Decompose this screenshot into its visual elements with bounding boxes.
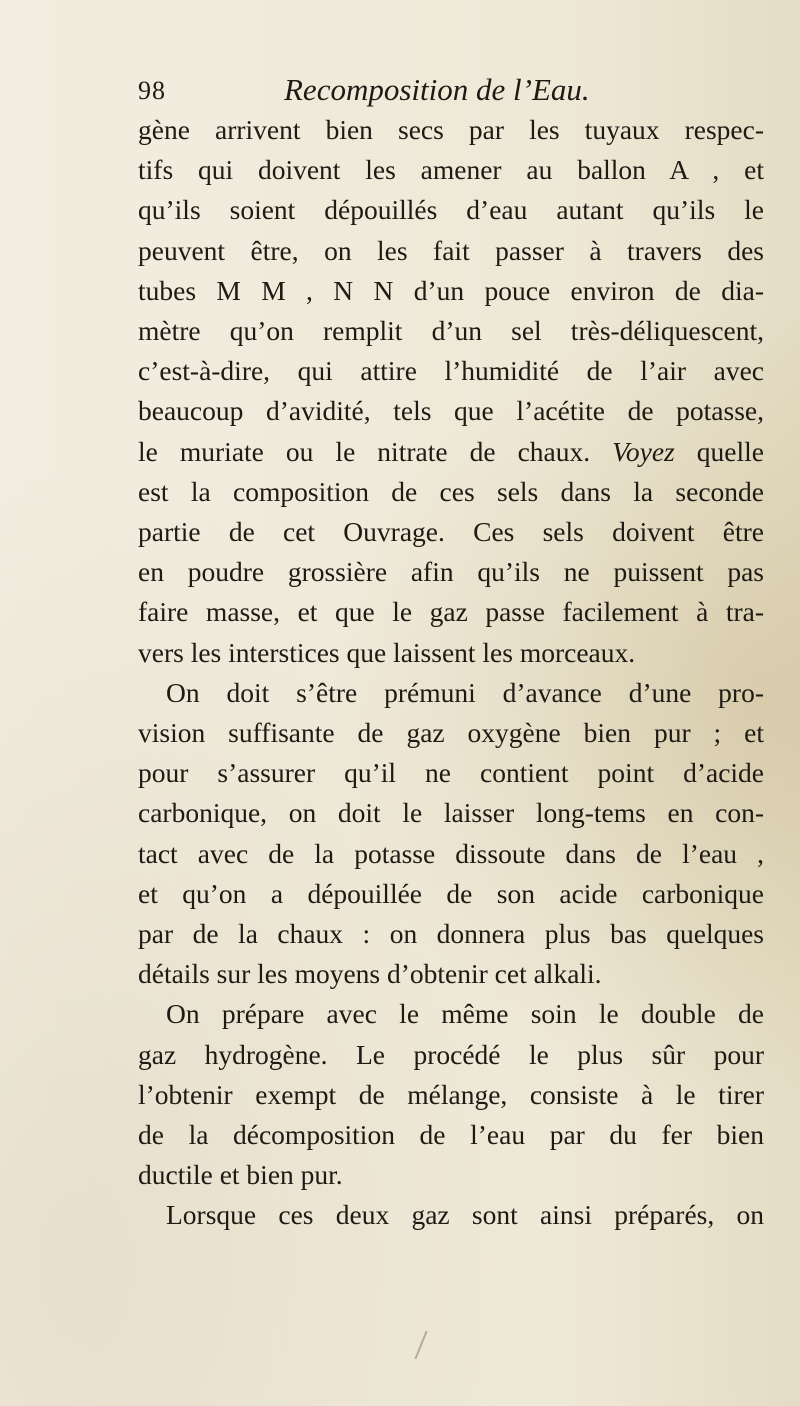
page-number: 98 xyxy=(138,76,166,105)
text-line: en poudre grossière afin qu’ils ne puissent pas xyxy=(138,556,764,588)
text-line: et qu’on a dépouillée de son acide carbonique xyxy=(138,877,764,909)
text-line: vers les interstices que laissent les morceaux. xyxy=(138,636,636,668)
text-line: faire masse, et que le gaz passe facilement à tra- xyxy=(138,596,764,628)
text-line: gaz hydrogène. Le procédé le plus sûr pour xyxy=(138,1038,764,1070)
text-line: vision suffisante de gaz oxygène bien pur ; et xyxy=(138,717,764,749)
italic-reference: Voyez xyxy=(612,435,675,467)
text-line: Lorsque ces deux gaz sont ainsi préparés, on xyxy=(166,1199,764,1231)
text-line: beaucoup d’avidité, tels que l’acétite de potasse, xyxy=(138,395,764,427)
text-line: de la décomposition de l’eau par du fer bien xyxy=(138,1119,764,1151)
text-line: gène arrivent bien secs par les tuyaux respec- xyxy=(138,114,764,145)
text-line: carbonique, on doit le laisser long-tems en con- xyxy=(138,797,764,829)
text-line: mètre qu’on remplit d’un sel très-déliquescent, xyxy=(138,315,764,347)
text-line: est la composition de ces sels dans la seconde xyxy=(138,475,764,507)
text-line: partie de cet Ouvrage. Ces sels doivent être xyxy=(138,516,764,548)
text-line: c’est-à-dire, qui attire l’humidité de l’air avec xyxy=(138,355,764,387)
text-line: tubes M M , N N d’un pouce environ de dia- xyxy=(138,274,764,306)
text-line: tact avec de la potasse dissoute dans de l’eau , xyxy=(138,837,764,869)
text-line: détails sur les moyens d’obtenir cet alkali. xyxy=(138,958,602,990)
text-line: par de la chaux : on donnera plus bas quelques xyxy=(138,918,764,950)
text-line-with-reference xyxy=(138,432,764,472)
ink-mark xyxy=(414,1331,427,1360)
text-line: peuvent être, on les fait passer à travers des xyxy=(138,234,764,266)
text-line: On prépare avec le même soin le double de xyxy=(166,998,764,1030)
text-segment: quelle xyxy=(696,435,764,467)
text-line: qu’ils soient dépouillés d’eau autant qu’ils le xyxy=(138,194,764,226)
text-line: tifs qui doivent les amener au ballon A , et xyxy=(138,154,764,186)
text-line: ductile et bien pur. xyxy=(138,1159,343,1191)
text-segment: le muriate ou le nitrate de chaux. xyxy=(138,435,591,467)
text-line: pour s’assurer qu’il ne contient point d’acide xyxy=(138,757,764,789)
body-text xyxy=(138,110,764,1236)
running-title: Recomposition de l’Eau. xyxy=(284,72,590,107)
page-header xyxy=(138,72,758,112)
text-line: On doit s’être prémuni d’avance d’une pro- xyxy=(166,676,764,708)
text-line: l’obtenir exempt de mélange, consiste à le tirer xyxy=(138,1078,764,1110)
